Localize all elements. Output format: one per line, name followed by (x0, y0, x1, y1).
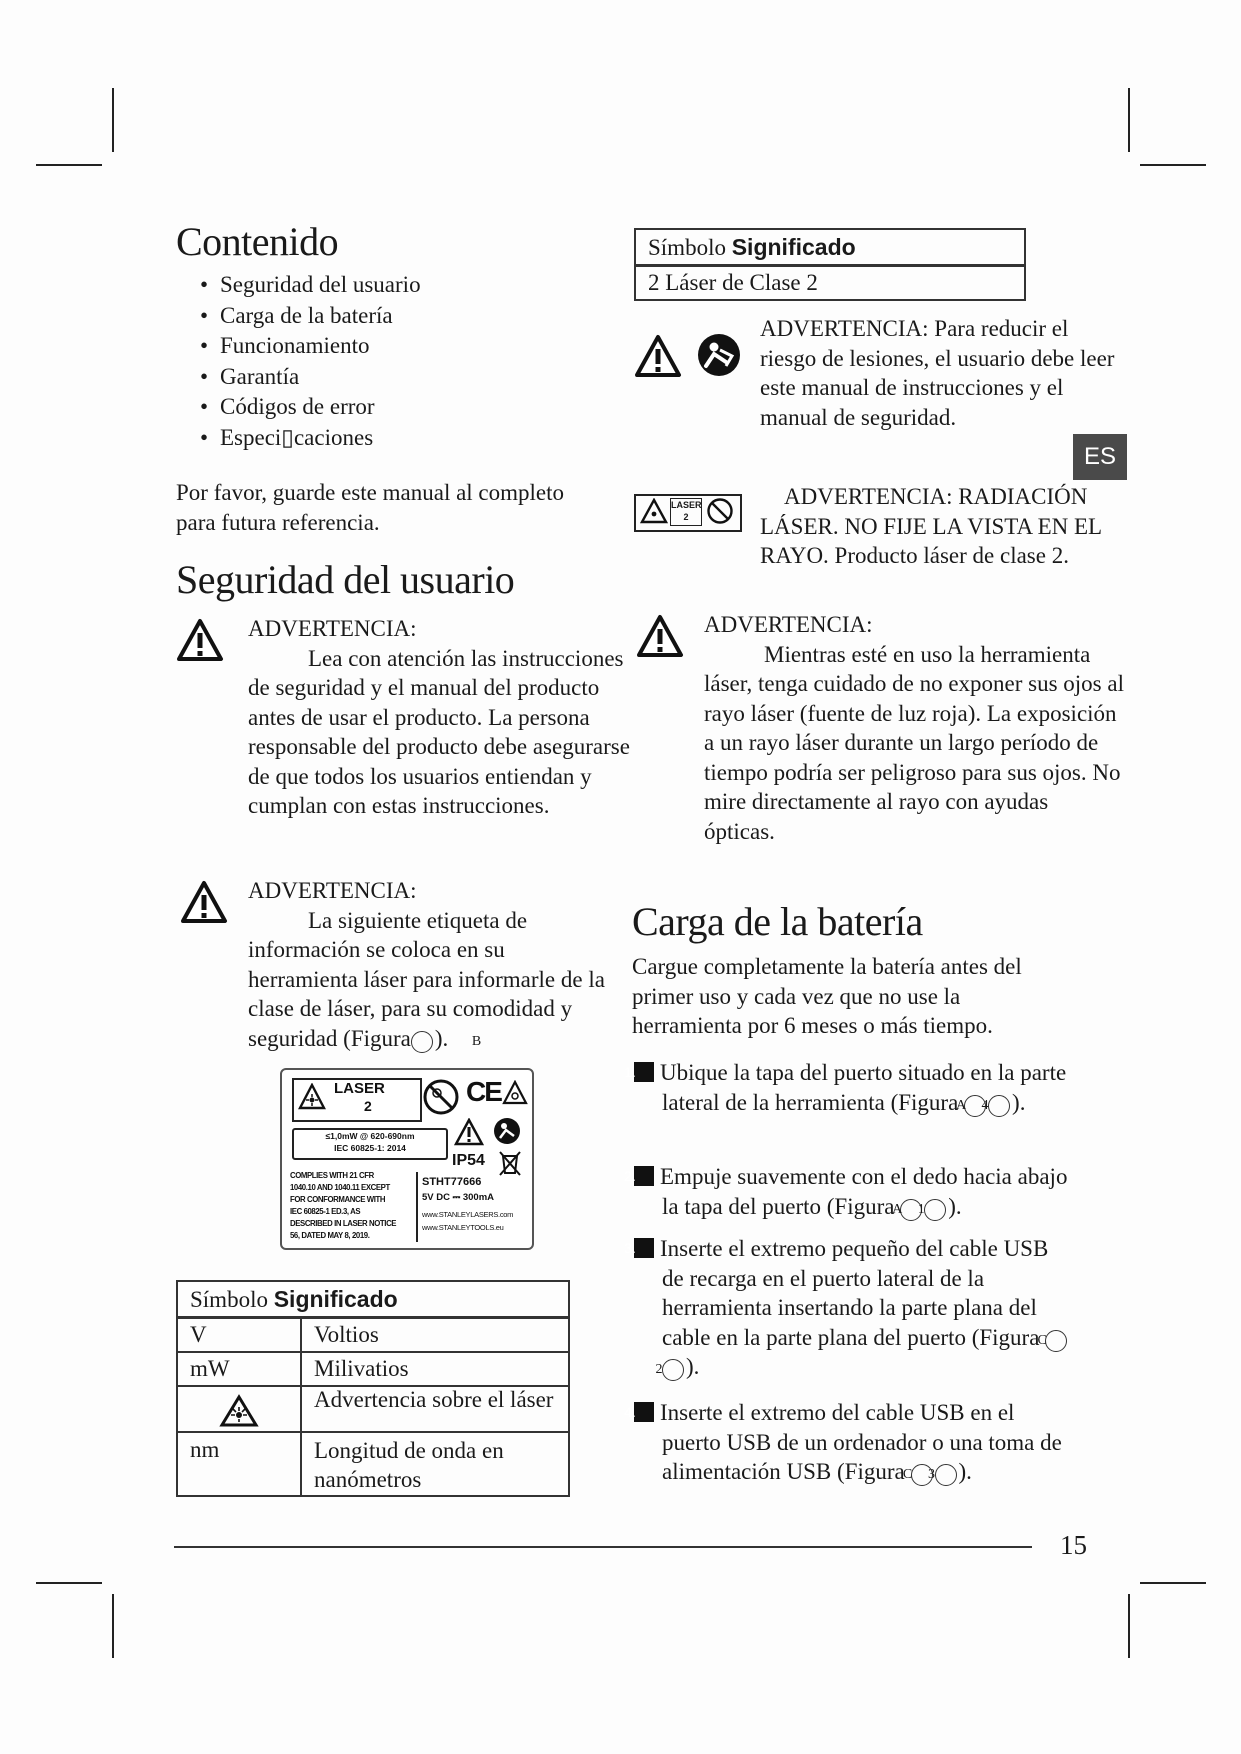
contents-item[interactable]: • Códigos de error (176, 392, 421, 423)
read-manual-icon (696, 332, 742, 378)
battery-intro: Cargue completamente la batería antes del primer uso y cada vez que no use la herramienta por 6 meses o más tiempo. (632, 954, 1022, 1038)
eyes-warning (704, 610, 1124, 846)
laser-badge-text: LASER 2 (670, 498, 702, 526)
page-number: 15 (1060, 1530, 1087, 1560)
meaning-cell: Voltios (301, 1318, 569, 1353)
warning-text: Lea con atención las instrucciones de seguridad y el manual del producto antes de usar el producto. La persona responsable del producto debe asegurarse de que todos los usuarios entiendan y cumplan con estas instrucciones. (248, 645, 630, 818)
weee-bin-icon (498, 1150, 522, 1176)
step-number: 1. (634, 1062, 654, 1082)
figure-ref: 2 (662, 1359, 684, 1381)
step-number: 2. (634, 1166, 654, 1186)
symbol-cell: V (177, 1318, 301, 1353)
table-header: Símbolo Significado (177, 1281, 569, 1318)
laser-warning-icon (640, 498, 668, 524)
power-supply: 5V DC ⎓ 300mA (422, 1192, 494, 1203)
symbol-table-right (634, 228, 1026, 301)
warning-text: Mientras esté en uso la herramienta láser, tenga cuidado de no exponer sus ojos al rayo láser (fuente de luz roja). La exposición a un rayo láser durante un largo período de tiempo podría ser peligroso para sus ojos. No mire directamente al rayo con ayudas ópticas. (704, 641, 1124, 844)
symbol-table (176, 1280, 570, 1497)
radiation-warning-text: ADVERTENCIA: RADIACIÓN LÁSER. NO FIJE LA VISTA EN EL RAYO. Producto láser de clase 2. (760, 484, 1102, 568)
figure-ref: C (1045, 1330, 1067, 1352)
figure-ref: B (411, 1031, 433, 1053)
footer-rule (174, 1546, 1032, 1548)
crop-mark (36, 1582, 102, 1584)
table-row (177, 1318, 569, 1353)
table-row (177, 1432, 569, 1496)
figure-ref: A (964, 1095, 986, 1117)
safety-warning-1 (248, 614, 648, 821)
crop-mark (1140, 164, 1206, 166)
figure-ref: 1 (924, 1199, 946, 1221)
table-row (635, 266, 1025, 301)
crop-mark (36, 164, 102, 166)
step-number: 3. (634, 1238, 654, 1258)
contents-item[interactable]: • Seguridad del usuario (176, 270, 421, 301)
table-cell: 2 Láser de Clase 2 (635, 266, 1025, 301)
keep-manual-note: Por favor, guarde este manual al completo para futura referencia. (176, 480, 565, 535)
no-stare-icon (706, 497, 734, 525)
symbol-cell: nm (177, 1432, 301, 1496)
safety-warning-2 (248, 876, 618, 1053)
crop-mark (1128, 88, 1130, 152)
figure-ref: 3 (935, 1464, 957, 1486)
warning-label: ADVERTENCIA: (248, 878, 417, 903)
crop-mark (112, 1594, 114, 1658)
meaning-cell: Milivatios (301, 1352, 569, 1386)
contents-item[interactable]: • Garantía (176, 362, 421, 393)
warning-triangle-icon (634, 334, 682, 378)
compliance-text: COMPLIES WITH 21 CFR 1040.10 AND 1040.11 EXCEPT FOR CONFORMANCE WITH IEC 60825-1 ED.3, AS DESCRIBED IN LASER NOTICE 56, DATED MAY 8, 2019. (290, 1171, 397, 1240)
table-row (177, 1352, 569, 1386)
table-header-row (635, 229, 1025, 266)
read-manual-icon (492, 1116, 522, 1146)
power-spec-box: ≤1,0mW @ 620-690nm IEC 60825-1: 2014 (292, 1128, 448, 1160)
warning-triangle-icon (636, 614, 684, 658)
contents-item[interactable]: • Carga de la batería (176, 301, 421, 332)
battery-step: 3. Inserte el extremo pequeño del cable USB de recarga en el puerto lateral de la herramienta insertando la parte plana del cable en la parte plana del puerto (Figura C2 ). (634, 1234, 1074, 1382)
laser-warning-icon (298, 1083, 326, 1111)
crop-mark (1140, 1582, 1206, 1584)
meaning-cell: Advertencia sobre el láser (301, 1386, 569, 1432)
language-tab[interactable]: ES (1073, 434, 1127, 480)
crop-mark (112, 88, 114, 152)
contents-list (176, 270, 421, 453)
symbol-cell: mW (177, 1352, 301, 1386)
crop-mark (1128, 1594, 1130, 1658)
laser-info-label (280, 1068, 534, 1250)
laser-class-number: 2 (364, 1098, 372, 1114)
contents-item[interactable]: • Funcionamiento (176, 331, 421, 362)
laser-text: LASER (334, 1080, 385, 1097)
meaning-cell: Longitud de onda en nanómetros (301, 1432, 569, 1496)
warning-text: La siguiente etiqueta de información se coloca en su herramienta láser para informarle de la clase de láser, para su comodidad y seguridad (Figura B). (248, 907, 605, 1051)
battery-step: 1. Ubique la tapa del puerto situado en la parte lateral de la herramienta (Figura A 4 ). (624, 1060, 1067, 1115)
website-url: www.STANLEYTOOLS.eu (422, 1223, 504, 1232)
no-stare-icon (422, 1078, 460, 1116)
warning-label: ADVERTENCIA: (704, 612, 873, 637)
website-url: www.STANLEYLASERS.com (422, 1210, 514, 1219)
manual-warning-text: ADVERTENCIA: Para reducir el riesgo de lesiones, el usuario debe leer este manual de instrucciones y el manual de seguridad. (760, 316, 1115, 430)
battery-step: 4. Inserte el extremo del cable USB en el puerto USB de un ordenador o una toma de alimentación USB (Figura C 3 ). (624, 1400, 1062, 1484)
table-row (177, 1386, 569, 1432)
contents-title: Contenido (176, 219, 339, 264)
warning-small-icon (502, 1080, 528, 1106)
step-number: 4. (634, 1402, 654, 1422)
model-number: STHT77666 (422, 1176, 482, 1188)
figure-ref: 4 (988, 1095, 1010, 1117)
warning-small-icon (454, 1118, 484, 1146)
laser-warning-icon (219, 1394, 259, 1428)
safety-title: Seguridad del usuario (176, 557, 515, 602)
battery-step: 2. Empuje suavemente con el dedo hacia abajo la tapa del puerto (Figura A 1 ). (624, 1164, 1068, 1219)
ip-rating: IP54 (452, 1152, 485, 1169)
warning-triangle-icon (180, 880, 228, 924)
ce-mark: CE (466, 1076, 501, 1107)
figure-ref: C (911, 1464, 933, 1486)
table-header: Símbolo Significado (635, 229, 1025, 266)
symbol-cell (177, 1386, 301, 1432)
warning-triangle-icon (176, 618, 224, 662)
contents-item[interactable]: • Especi▯caciones (176, 423, 421, 454)
label-divider (416, 1172, 418, 1242)
figure-ref: A (900, 1199, 922, 1221)
warning-label: ADVERTENCIA: (248, 616, 417, 641)
table-header-row (177, 1281, 569, 1318)
battery-title: Carga de la batería (632, 899, 923, 944)
